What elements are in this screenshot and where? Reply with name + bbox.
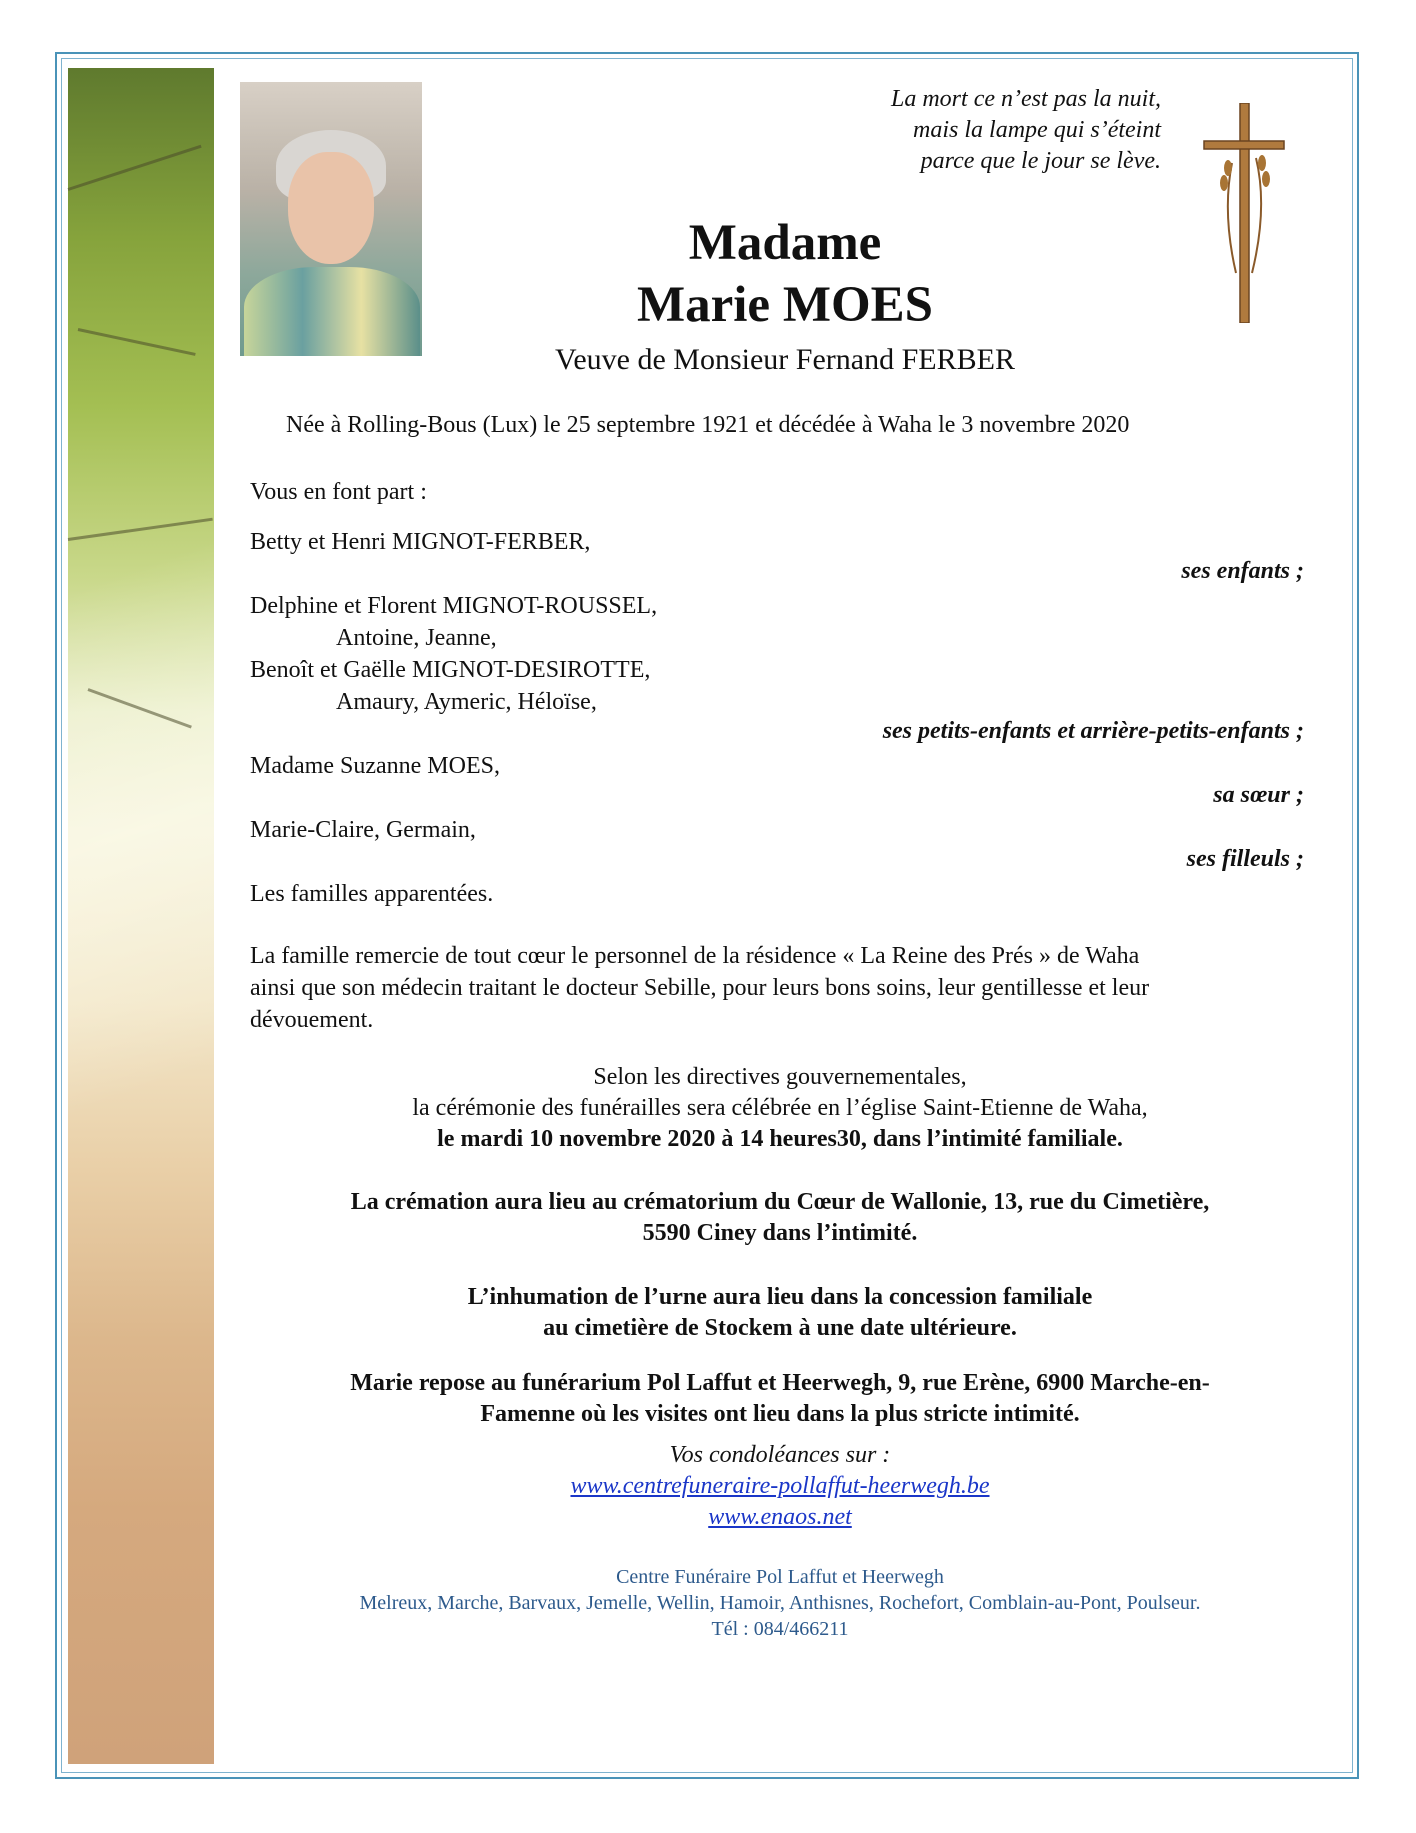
burial-paragraph xyxy=(250,1282,1310,1344)
cremation-paragraph xyxy=(250,1187,1310,1249)
sister-name: Madame Suzanne MOES, xyxy=(250,753,500,779)
footer-name: Centre Funéraire Pol Laffut et Heerwegh xyxy=(616,1566,944,1588)
intro-line: Vous en font part : xyxy=(250,479,427,505)
rest-line: Famenne où les visites ont lieu dans la plus stricte intimité. xyxy=(480,1401,1080,1427)
condolences-block xyxy=(250,1440,1310,1533)
thanks-line: dévouement. xyxy=(250,1007,374,1033)
quote-line: La mort ce n’est pas la nuit, xyxy=(891,86,1161,112)
thanks-line: La famille remercie de tout cœur le personnel de la résidence « La Reine des Prés » de Waha xyxy=(250,943,1140,969)
related-families: Les familles apparentées. xyxy=(250,881,494,907)
condolences-label: Vos condoléances sur : xyxy=(669,1442,891,1468)
burial-line: L’inhumation de l’urne aura lieu dans la concession familiale xyxy=(467,1284,1093,1310)
thanks-paragraph xyxy=(250,940,1310,1036)
great-grandchildren-2: Amaury, Aymeric, Héloïse, xyxy=(336,689,597,715)
rest-paragraph xyxy=(250,1368,1310,1430)
relation-godchildren: ses filleuls ; xyxy=(1186,846,1304,872)
funeral-center-footer xyxy=(250,1564,1310,1642)
relation-children: ses enfants ; xyxy=(1181,558,1304,584)
ceremony-line: la cérémonie des funérailles sera célébrée en l’église Saint-Etienne de Waha, xyxy=(412,1095,1148,1121)
rest-line: Marie repose au funérarium Pol Laffut et Heerwegh, 9, rue Erène, 6900 Marche-en- xyxy=(350,1370,1210,1396)
forest-path-image xyxy=(68,68,214,1764)
widow-of: Veuve de Monsieur Fernand FERBER xyxy=(555,343,1015,376)
deceased-name: Marie MOES xyxy=(636,277,933,333)
condolences-link-enaos[interactable]: www.enaos.net xyxy=(708,1504,852,1530)
grandchildren-family-1: Delphine et Florent MIGNOT-ROUSSEL, xyxy=(250,593,658,619)
godchildren-names: Marie-Claire, Germain, xyxy=(250,817,476,843)
condolences-link-funeral-center[interactable]: www.centrefuneraire-pollaffut-heerwegh.be xyxy=(570,1473,990,1499)
ceremony-date: le mardi 10 novembre 2020 à 14 heures30, dans l’intimité familiale. xyxy=(437,1126,1123,1152)
footer-phone: Tél : 084/466211 xyxy=(711,1618,849,1640)
thanks-line: ainsi que son médecin traitant le docteur Sebille, pour leurs bons soins, leur gentillesse et leur xyxy=(250,975,1150,1001)
relation-grandchildren: ses petits-enfants et arrière-petits-enfants ; xyxy=(882,718,1304,744)
burial-line: au cimetière de Stockem à une date ultérieure. xyxy=(543,1315,1017,1341)
birth-death-line: Née à Rolling-Bous (Lux) le 25 septembre 1921 et décédée à Waha le 3 novembre 2020 xyxy=(286,412,1130,438)
footer-locations: Melreux, Marche, Barvaux, Jemelle, Wellin, Hamoir, Anthisnes, Rochefort, Comblain-au-Pont, Poulseur. xyxy=(359,1592,1201,1614)
ceremony-paragraph xyxy=(250,1062,1310,1155)
great-grandchildren-1: Antoine, Jeanne, xyxy=(336,625,497,651)
cremation-line: La crémation aura lieu au crématorium du Cœur de Wallonie, 13, rue du Cimetière, xyxy=(350,1189,1210,1215)
children-names: Betty et Henri MIGNOT-FERBER, xyxy=(250,529,591,555)
cremation-line: 5590 Ciney dans l’intimité. xyxy=(642,1220,918,1246)
epitaph-quote xyxy=(761,84,1161,177)
relation-sister: sa sœur ; xyxy=(1213,782,1304,808)
quote-line: mais la lampe qui s’éteint xyxy=(913,117,1161,143)
ceremony-line: Selon les directives gouvernementales, xyxy=(593,1064,967,1090)
quote-line: parce que le jour se lève. xyxy=(920,148,1161,174)
grandchildren-family-2: Benoît et Gaëlle MIGNOT-DESIROTTE, xyxy=(250,657,651,683)
deceased-title: Madame xyxy=(688,215,882,271)
